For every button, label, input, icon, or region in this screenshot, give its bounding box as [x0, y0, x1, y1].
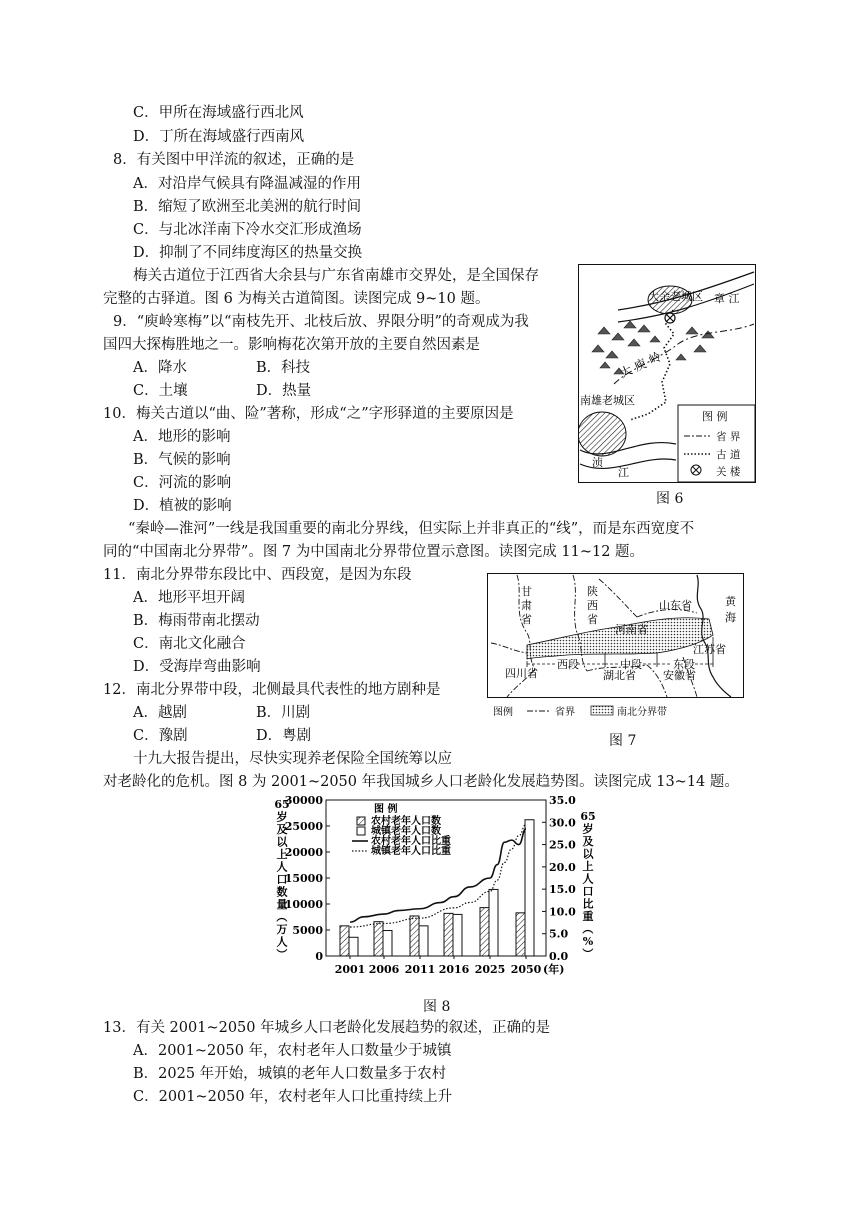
question-8: 8．有关图中甲洋流的叙述，正确的是: [113, 152, 355, 168]
nanxiong-city-area: [578, 412, 626, 456]
bar-urban-population: [419, 926, 428, 956]
svg-text:人: 人: [276, 860, 288, 874]
label-dayu-mountain: 大 庾 岭: [617, 349, 664, 381]
bar-rural-population: [410, 916, 419, 956]
option-10c: C．河流的影响: [133, 475, 232, 491]
svg-text:%: %: [582, 935, 594, 948]
bar-urban-population: [453, 914, 462, 956]
legend-label: 农村老年人口比重: [371, 836, 451, 847]
bar-urban-population: [489, 889, 498, 956]
svg-text:省 界: 省 界: [716, 431, 741, 443]
svg-text:比: 比: [582, 897, 594, 911]
option-10b: B．气候的影响: [133, 452, 231, 468]
svg-text:上: 上: [582, 860, 594, 873]
svg-text:量: 量: [276, 898, 288, 911]
label-middle-segment: 中段: [620, 658, 642, 671]
option-9d: D．热量: [256, 383, 312, 399]
passage-9-10-line2: 完整的古驿道。图 6 为梅关古道简图。读图完成 9~10 题。: [103, 291, 490, 307]
question-13: 13．有关 2001~2050 年城乡人口老龄化发展趋势的叙述，正确的是: [103, 1020, 551, 1036]
label-gansu-1: 甘: [521, 585, 532, 598]
svg-text:古 道: 古 道: [716, 449, 741, 461]
figure-7-caption: 图 7: [609, 733, 637, 749]
bar-rural-population: [340, 926, 349, 956]
label-jiangsu: 江苏省: [693, 643, 726, 656]
question-11: 11．南北分界带东段比中、西段宽，是因为东段: [103, 567, 412, 583]
option-9b: B．科技: [256, 360, 311, 376]
svg-text:岁: 岁: [582, 822, 594, 836]
option-8a: A．对沿岸气候具有降温减湿的作用: [133, 176, 361, 192]
svg-text:重: 重: [582, 910, 594, 923]
svg-text:以: 以: [276, 835, 288, 849]
svg-text:及: 及: [582, 835, 594, 848]
label-yellow-sea-2: 海: [725, 611, 736, 624]
option-13a: A．2001~2050 年，农村老年人口数量少于城镇: [133, 1043, 452, 1059]
x-tick-label: 2025: [474, 963, 506, 976]
svg-text:（: （: [275, 911, 288, 922]
figure-8-caption: 图 8: [423, 999, 451, 1015]
svg-text:关 楼: 关 楼: [716, 466, 741, 478]
option-13c: C．2001~2050 年，农村老年人口比重持续上升: [133, 1089, 453, 1105]
label-shaanxi-1: 陕: [587, 585, 598, 598]
svg-text:65: 65: [580, 810, 596, 823]
label-henan: 河南省: [615, 623, 648, 636]
svg-text:图例: 图例: [493, 707, 513, 718]
y2-tick-label: 35.0: [549, 794, 576, 807]
option-12c: C．豫剧: [133, 728, 188, 744]
option-9c: C．土壤: [133, 383, 188, 399]
figure-6-caption: 图 6: [656, 491, 684, 507]
svg-text:以: 以: [582, 847, 594, 861]
x-axis-unit: (年): [543, 963, 565, 976]
label-zhen-river-1: 浈: [592, 456, 603, 469]
x-tick-label: 2006: [368, 963, 400, 976]
svg-text:口: 口: [582, 885, 594, 898]
svg-text:省界: 省界: [555, 707, 575, 718]
option-10d: D．植被的影响: [133, 498, 232, 514]
svg-text:岁: 岁: [276, 810, 288, 824]
legend-label: 城镇老年人口比重: [371, 846, 451, 857]
svg-text:图 例: 图 例: [702, 410, 728, 423]
pass-tower-icon: [665, 313, 675, 323]
x-tick-label: 2016: [438, 963, 470, 976]
svg-text:南北分界带: 南北分界带: [617, 707, 667, 718]
y-tick-label: 0: [315, 950, 323, 963]
passage-13-14-line2: 对老龄化的危机。图 8 为 2001~2050 年我国城乡人口老龄化发展趋势图。读图完成 13~14 题。: [103, 774, 739, 790]
option-12a: A．越剧: [133, 705, 187, 721]
x-tick-label: 2001: [334, 963, 366, 976]
y2-tick-label: 0.0: [549, 950, 569, 963]
legend-label: 城镇老年人口数: [371, 826, 441, 837]
label-shandong: 山东省: [659, 599, 692, 612]
bar-rural-population: [374, 922, 383, 956]
option-12b: B．川剧: [256, 705, 311, 721]
legend-swatch: [357, 817, 365, 825]
x-tick-label: 2050: [510, 963, 542, 976]
svg-text:口: 口: [276, 873, 288, 886]
y2-tick-label: 15.0: [549, 883, 576, 897]
option-11a: A．地形平坦开阔: [133, 590, 245, 606]
y-tick-label: 25000: [284, 820, 323, 833]
question-10: 10．梅关古道以“曲、险”著称，形成“之”字形驿道的主要原因是: [103, 406, 514, 422]
figure-8-chart: [270, 794, 600, 986]
passage-13-14-line1: 十九大报告提出，尽快实现养老保险全国统筹以应: [133, 751, 452, 767]
label-gansu-2: 肃: [521, 599, 532, 612]
option-7c: C．甲所在海域盛行西北风: [133, 105, 304, 121]
fig8-legend: [352, 802, 451, 857]
y-tick-label: 30000: [284, 794, 323, 807]
option-7d: D．丁所在海域盛行西南风: [133, 129, 305, 145]
svg-text:（: （: [581, 923, 594, 934]
question-9-line1: 9．“庾岭寒梅”以“南枝先开、北枝后放、界限分明”的奇观成为我: [113, 314, 529, 330]
bar-rural-population: [444, 913, 453, 956]
figure-6-map: [578, 264, 756, 484]
bar-rural-population: [480, 908, 489, 956]
svg-text:万: 万: [276, 923, 288, 936]
y-tick-label: 5000: [292, 924, 323, 937]
option-11c: C．南北文化融合: [133, 636, 246, 652]
svg-text:及: 及: [276, 823, 288, 836]
label-yellow-sea-1: 黄: [725, 595, 736, 608]
figure-7-map: [487, 573, 744, 721]
label-anhui: 安徽省: [663, 669, 696, 682]
label-zhen-river-2: 江: [618, 466, 629, 479]
y-tick-label: 15000: [284, 872, 323, 885]
option-11b: B．梅雨带南北摆动: [133, 613, 260, 629]
label-hubei: 湖北省: [603, 669, 636, 682]
passage-11-12-line1: “秦岭—淮河”一线是我国重要的南北分界线，但实际上并非真正的“线”，而是东西宽度不: [128, 521, 695, 537]
legend-title: 图 例: [374, 804, 398, 815]
svg-text:65: 65: [274, 798, 290, 811]
label-east-segment: 东段: [673, 658, 695, 671]
label-west-segment: 西段: [557, 658, 579, 671]
passage-11-12-line2: 同的“中国南北分界带”。图 7 为中国南北分界带位置示意图。读图完成 11~12 题。: [103, 544, 645, 560]
label-shaanxi-3: 省: [587, 613, 598, 626]
svg-text:人: 人: [276, 935, 288, 949]
y-axis-label: [274, 798, 289, 960]
label-dayu-city: 大余老城区: [648, 290, 703, 303]
label-shaanxi-2: 西: [587, 599, 598, 612]
y2-tick-label: 30.0: [549, 816, 576, 830]
legend-label: 农村老年人口数: [371, 816, 441, 827]
fig6-legend: [678, 405, 755, 482]
svg-text:）: ）: [581, 948, 594, 959]
y2-tick-label: 25.0: [549, 838, 576, 852]
option-8b: B．缩短了欧洲至北美洲的航行时间: [133, 199, 362, 215]
fig7-legend: [493, 705, 667, 718]
legend-swatch: [357, 827, 365, 835]
x-tick-label: 2011: [404, 963, 436, 976]
bar-urban-population: [383, 931, 392, 956]
option-9a: A．降水: [133, 360, 187, 376]
y-tick-label: 10000: [284, 898, 323, 911]
option-10a: A．地形的影响: [133, 429, 231, 445]
y2-axis-label: [580, 810, 595, 959]
bar-urban-population: [525, 820, 534, 956]
y-tick-label: 20000: [284, 846, 323, 859]
bar-urban-population: [349, 937, 358, 956]
question-9-line2: 国四大探梅胜地之一。影响梅花次第开放的主要自然因素是: [103, 337, 480, 353]
label-zhang-river: 章 江: [714, 292, 740, 305]
svg-text:上: 上: [276, 848, 288, 861]
passage-9-10-line1: 梅关古道位于江西省大余县与广东省南雄市交界处，是全国保存: [133, 268, 539, 284]
y2-tick-label: 10.0: [549, 905, 576, 919]
label-gansu-3: 省: [521, 613, 532, 626]
y2-tick-label: 20.0: [549, 860, 576, 874]
bar-rural-population: [516, 913, 525, 956]
option-8c: C．与北冰洋南下冷水交汇形成渔场: [133, 222, 362, 238]
label-sichuan: 四川省: [505, 667, 538, 680]
svg-text:数: 数: [276, 885, 288, 899]
question-12: 12．南北分界带中段，北侧最具代表性的地方剧种是: [103, 682, 441, 698]
y2-tick-label: 5.0: [549, 927, 569, 941]
svg-text:人: 人: [582, 872, 594, 886]
option-12d: D．粤剧: [256, 728, 312, 744]
option-11d: D．受海岸弯曲影响: [133, 659, 261, 675]
label-nanxiong-city: 南雄老城区: [580, 394, 635, 407]
svg-text:）: ）: [275, 948, 288, 960]
option-13b: B．2025 年开始，城镇的老年人口数量多于农村: [133, 1066, 447, 1082]
option-8d: D．抑制了不同纬度海区的热量交换: [133, 245, 363, 261]
